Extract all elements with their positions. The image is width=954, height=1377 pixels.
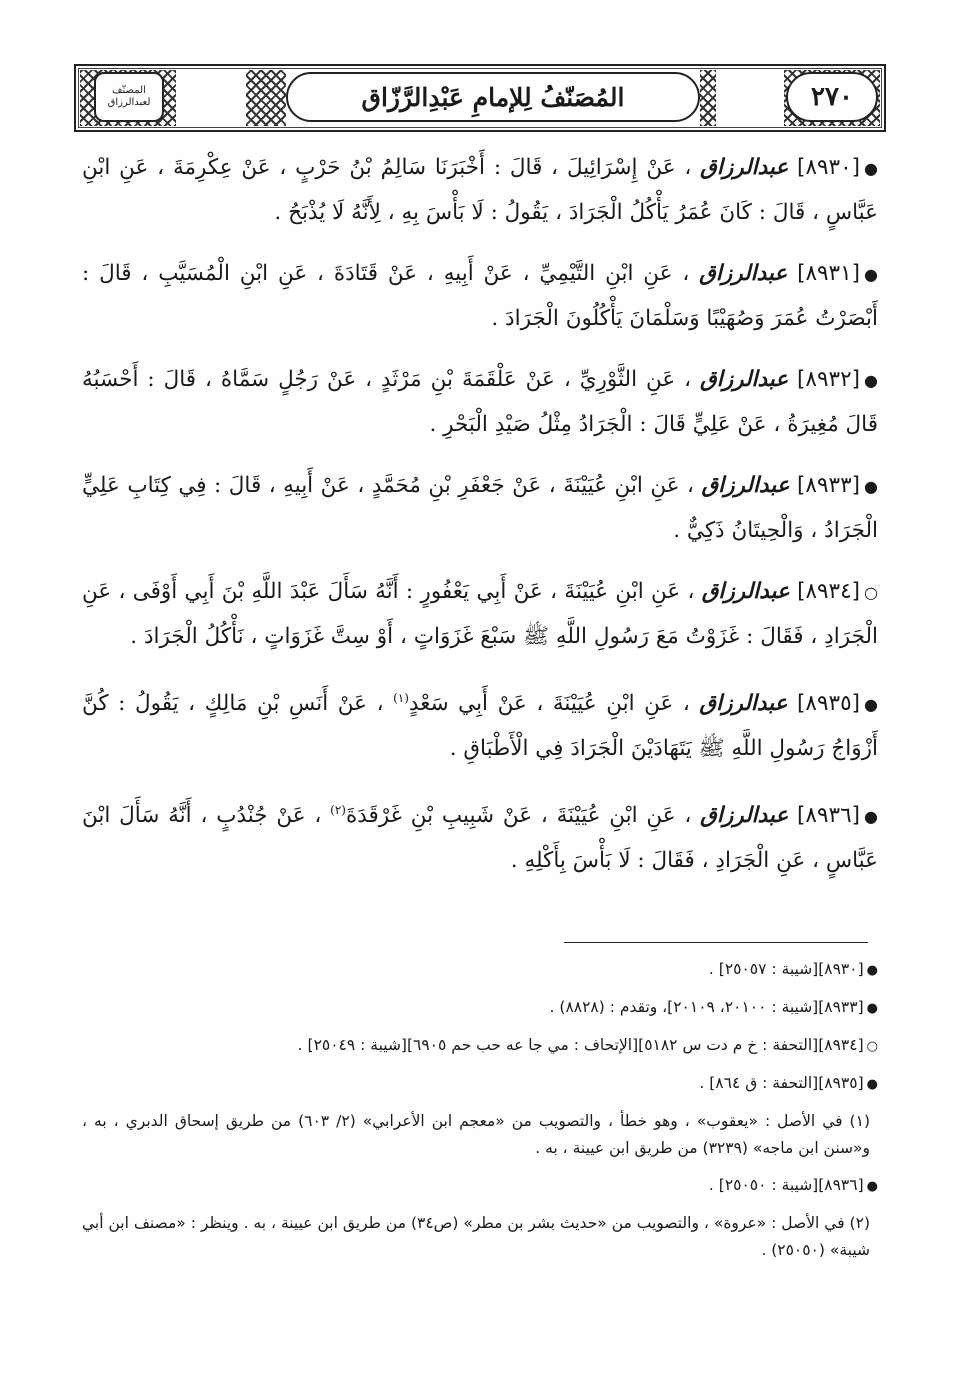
bullet-marker: ● <box>864 807 878 827</box>
reference-note <box>82 1070 878 1098</box>
footnote-ref: (١) <box>393 691 409 705</box>
note-marker: ● <box>866 1001 878 1016</box>
hadith-number: [٨٩٣٢] <box>797 367 861 392</box>
hadith-text: ، عَنِ ابْنِ التَّيْمِيِّ ، عَنْ أَبِيهِ ، عَنْ قَتَادَةَ ، عَنِ ابْنِ الْمُسَيَّبِ ، قَالَ : أَبْصَرْتُ عُمَرَ وَصُهَيْبًا وَسَلْمَانَ يَأْكُلُونَ الْجَرَادَ . <box>82 261 878 331</box>
logo-line-2: لعبدالرزاق <box>107 97 151 108</box>
hadith-entry <box>82 788 878 883</box>
footnote-divider <box>564 942 868 943</box>
bullet-marker: ● <box>864 265 879 284</box>
narrator-name: عبدالرزاق <box>700 367 789 392</box>
footnote <box>82 1108 878 1162</box>
hadith-text: ، عَنِ ابْنِ عُيَيْنَةَ ، عَنْ أَبِي سَعْدٍ <box>408 691 690 717</box>
hadith-entry <box>82 358 878 447</box>
page-header <box>74 64 886 132</box>
reference-note <box>82 1032 878 1060</box>
hadith-text: ، عَنِ ابْنِ عُيَيْنَةَ ، عَنْ أَبِي يَعْفُورٍ : أَنَّهُ سَأَلَ عَبْدَ اللَّهِ بْنَ أَبِي أَوْفَى ، عَنِ الْجَرَادِ ، فَقَالَ : غَزَوْتُ مَعَ رَسُولِ اللَّهِ ﷺ سَبْعَ غَزَوَاتٍ ، أَوْ سِتَّ غَزَوَاتٍ ، نَأْكُلُ الْجَرَادَ . <box>82 579 878 649</box>
footnotes <box>82 956 878 1274</box>
narrator-name: عبدالرزاق <box>700 155 789 180</box>
hadith-entry <box>82 676 878 771</box>
note-text: [٨٩٣٦][شيبة : ٢٥٠٥٠] . <box>708 1176 864 1194</box>
note-text: (٢) في الأصل : «عروة» ، والتصويب من «حديث بشر بن مطر» (ص٣٤) من طريق ابن عيينة ، به . وينظر : «مصنف ابن أبي شيبة» (٢٥٠٥٠) . <box>82 1214 870 1259</box>
hadith-number: [٨٩٣٦] <box>797 803 861 829</box>
reference-note <box>82 1172 878 1200</box>
note-marker: ○ <box>866 1039 878 1054</box>
hadith-number: [٨٩٣١] <box>797 261 861 286</box>
note-text: [٨٩٣٣][شيبة : ٢٠١٠٠، ٢٠١٠٩]، وتقدم : (٨٨٢٨) . <box>549 998 864 1016</box>
hadith-text: ، عَنِ ابْنِ عُيَيْنَةَ ، عَنْ شَبِيبِ بْنِ غَرْقَدَةَ <box>345 803 692 829</box>
note-marker: ● <box>866 963 878 978</box>
bullet-marker: ● <box>864 371 878 390</box>
hadith-text: ، عَنْ إِسْرَائِيلَ ، قَالَ : أَخْبَرَنَا سَالِمُ بْنُ حَرْبٍ ، عَنْ عِكْرِمَةَ ، عَنِ ابْنِ عَبَّاسٍ ، قَالَ : كَانَ عُمَرُ يَأْكُلُ الْجَرَادَ ، يَقُولُ : لَا بَأْسَ بِهِ ، لِأَنَّهُ لَا يُذْبَحُ . <box>82 155 878 225</box>
footnote <box>82 1210 878 1264</box>
note-marker: ● <box>866 1077 878 1092</box>
bullet-marker: ● <box>864 159 878 178</box>
book-title: المُصَنّفُ لِلإمامِ عَبْدِالرَّزّاق <box>361 82 625 112</box>
narrator-name: عبدالرزاق <box>700 803 789 829</box>
hadith-entry <box>82 570 878 659</box>
hadith-entry <box>82 252 878 341</box>
note-text: [٨٩٣٥][التحفة : ق ٨٦٤] . <box>699 1074 864 1092</box>
ornament-pattern-mid-right <box>700 70 716 126</box>
bullet-marker: ● <box>864 477 878 496</box>
main-text <box>82 146 878 900</box>
hadith-number: [٨٩٣٤] <box>797 579 861 604</box>
note-text: [٨٩٣٠][شيبة : ٢٥٠٥٧] . <box>708 960 864 978</box>
narrator-name: عبدالرزاق <box>699 261 788 286</box>
note-marker: ● <box>866 1179 878 1194</box>
hadith-text: ، عَنِ الثَّوْرِيِّ ، عَنْ عَلْقَمَةَ بْنِ مَرْثَدٍ ، عَنْ رَجُلٍ سَمَّاهُ ، قَالَ : أَحْسَبُهُ قَالَ مُغِيرَةُ ، عَنْ عَلِيٍّ قَالَ : الْجَرَادُ مِثْلُ صَيْدِ الْبَحْرِ . <box>82 367 878 437</box>
hadith-entry <box>82 146 878 235</box>
logo-line-1: المصنّف <box>112 85 146 96</box>
book-logo <box>94 72 164 122</box>
page-number-medallion <box>786 72 878 122</box>
bullet-marker: ○ <box>864 583 879 602</box>
title-medallion <box>286 72 700 122</box>
hadith-number: [٨٩٣٠] <box>797 155 861 180</box>
reference-note <box>82 956 878 984</box>
hadith-number: [٨٩٣٣] <box>797 473 861 498</box>
note-text: (١) في الأصل : «يعقوب» ، وهو خطأ ، والتصويب من «معجم ابن الأعرابي» (٢/ ٦٠٣) من طريق إسحاق الدبري ، به ، و«سنن ابن ماجه» (٣٢٣٩) من طريق ابن عيينة ، به . <box>82 1112 870 1157</box>
ornament-pattern-mid-left <box>246 70 286 126</box>
note-text: [٨٩٣٤][التحفة : خ م دت س ٥١٨٢][الإتحاف : مي جا عه حب حم ٦٩٠٥][شيبة : ٢٥٠٤٩] . <box>297 1036 864 1054</box>
narrator-name: عبدالرزاق <box>699 691 788 717</box>
footnote-ref: (٢) <box>330 803 346 818</box>
hadith-number: [٨٩٣٥] <box>797 691 861 717</box>
narrator-name: عبدالرزاق <box>701 579 790 604</box>
reference-note <box>82 994 878 1022</box>
page-number: ٢٧٠ <box>811 82 853 112</box>
hadith-text-continued: ، عَنْ جُنْدُبٍ ، أَنَّهُ سَأَلَ ابْنَ عَبَّاسٍ ، عَنِ الْجَرَادِ ، فَقَالَ : لَا بَأْسَ بِأَكْلِهِ . <box>82 803 878 874</box>
hadith-text: ، عَنِ ابْنِ عُيَيْنَةَ ، عَنْ جَعْفَرِ بْنِ مُحَمَّدٍ ، عَنْ أَبِيهِ ، قَالَ : فِي كِتَابِ عَلِيٍّ الْجَرَادُ ، وَالْحِيتَانُ ذَكِيٌّ . <box>82 473 878 543</box>
bullet-marker: ● <box>864 695 878 715</box>
hadith-entry <box>82 464 878 553</box>
hadith-text-continued: ، عَنْ أَنَسِ بْنِ مَالِكٍ ، يَقُولُ : كُنَّ أَزْوَاجُ رَسُولِ اللَّهِ ﷺ يَتَهَادَيْنَ الْجَرَادَ فِي الْأَطْبَاقِ . <box>82 691 878 762</box>
narrator-name: عبدالرزاق <box>701 473 790 498</box>
